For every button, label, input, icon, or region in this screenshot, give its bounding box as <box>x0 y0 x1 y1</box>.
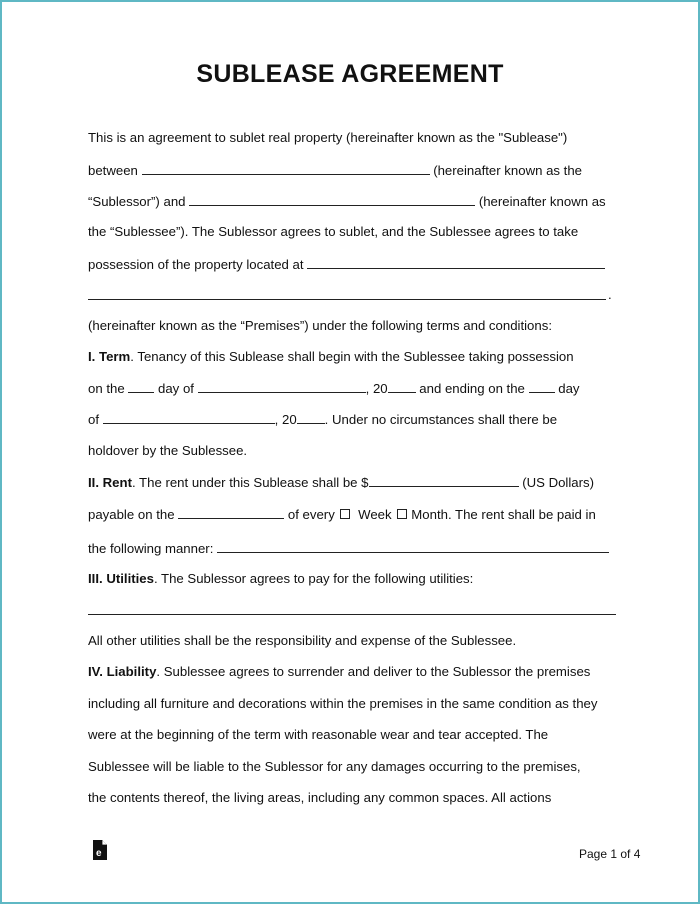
liability-line-3 <box>88 727 548 743</box>
intro-text-2a: between <box>88 163 138 178</box>
document-title: SUBLEASE AGREEMENT <box>196 60 504 88</box>
liability-line-1 <box>88 664 590 680</box>
term-text-3c: . Under no circumstances shall there be <box>324 412 558 427</box>
rent-heading: II. Rent <box>88 475 132 490</box>
end-day-field[interactable] <box>529 380 555 393</box>
term-text-1: . Tenancy of this Sublease shall begin with the Sublessee taking possession <box>130 349 574 364</box>
term-text-2c: , 20 <box>365 381 388 396</box>
month-label: Month <box>411 507 448 522</box>
rent-text-2b: of every <box>287 507 335 522</box>
start-year-field[interactable] <box>388 380 416 393</box>
rent-amount-field[interactable] <box>369 474 519 487</box>
intro-line-1 <box>88 130 567 146</box>
term-line-2 <box>88 380 580 397</box>
week-checkbox[interactable] <box>340 509 350 519</box>
liability-line-4 <box>88 759 581 775</box>
intro-text-3a: “Sublessor”) and <box>88 194 186 209</box>
term-text-4: holdover by the Sublessee. <box>88 443 248 458</box>
week-label: Week <box>358 507 392 522</box>
payment-manner-field[interactable] <box>217 540 609 553</box>
page-number: Page 1 of 4 <box>579 847 641 861</box>
start-day-field[interactable] <box>128 380 154 393</box>
end-month-field[interactable] <box>103 411 275 424</box>
rent-line-1 <box>88 474 594 491</box>
intro-line-2 <box>88 162 582 179</box>
liability-text-2: including all furniture and decorations within the premises in the same condition as they <box>88 696 598 711</box>
liability-text-4: Sublessee will be liable to the Sublessor for any damages occurring to the premises, <box>88 759 581 774</box>
utilities-heading: III. Utilities <box>88 571 154 586</box>
svg-text:e: e <box>96 848 102 859</box>
intro-text-3b: (hereinafter known as <box>478 194 606 209</box>
liability-text-5: the contents thereof, the living areas, including any common spaces. All actions <box>88 790 552 805</box>
intro-text-1: This is an agreement to sublet real property (hereinafter known as the "Sublease") <box>88 130 568 145</box>
intro-line-4 <box>88 224 578 240</box>
intro-line-3 <box>88 193 606 210</box>
term-heading: I. Term <box>88 349 131 364</box>
rent-text-1a: . The rent under this Sublease shall be $ <box>131 475 369 490</box>
intro-text-5a: possession of the property located at <box>88 257 304 272</box>
intro-line-5 <box>88 256 605 273</box>
rent-line-3 <box>88 540 609 557</box>
utilities-line-2 <box>88 633 516 649</box>
liability-text-1: . Sublessee agrees to surrender and deliver to the Sublessor the premises <box>156 664 591 679</box>
property-address-field-2[interactable] <box>88 299 606 300</box>
month-checkbox[interactable] <box>397 509 407 519</box>
utilities-list-field[interactable] <box>88 614 616 615</box>
sublessor-name-field[interactable] <box>142 162 430 175</box>
term-line-3 <box>88 411 557 428</box>
intro-line-6-end: . <box>608 287 612 302</box>
utilities-text-2: All other utilities shall be the responsibility and expense of the Sublessee. <box>88 633 517 648</box>
term-line-4 <box>88 443 247 459</box>
sublessee-name-field[interactable] <box>189 193 475 206</box>
utilities-line-1 <box>88 571 473 587</box>
rent-text-2c: . The rent shall be paid in <box>447 507 596 522</box>
rent-text-2a: payable on the <box>88 507 175 522</box>
term-text-2d: and ending on the <box>419 381 525 396</box>
intro-text-7: (hereinafter known as the “Premises”) under the following terms and conditions: <box>88 318 552 333</box>
rent-due-day-field[interactable] <box>178 506 284 519</box>
liability-heading: IV. Liability <box>88 664 157 679</box>
end-year-field[interactable] <box>297 411 325 424</box>
property-address-field[interactable] <box>307 256 605 269</box>
term-text-3b: , 20 <box>274 412 297 427</box>
liability-text-3: were at the beginning of the term with reasonable wear and tear accepted. The <box>88 727 549 742</box>
term-text-2e: day <box>558 381 580 396</box>
intro-text-2b: (hereinafter known as the <box>433 163 583 178</box>
term-text-2b: day of <box>158 381 194 396</box>
term-line-1 <box>88 349 574 365</box>
term-text-2a: on the <box>88 381 125 396</box>
intro-line-7 <box>88 318 552 334</box>
liability-line-2 <box>88 696 597 712</box>
rent-line-2 <box>88 506 596 523</box>
term-text-3a: of <box>88 412 99 427</box>
intro-text-4: the “Sublessee”). The Sublessor agrees to sublet, and the Sublessee agrees to take <box>88 224 579 239</box>
eforms-logo-icon <box>92 839 108 861</box>
liability-line-5 <box>88 790 551 806</box>
utilities-text-1: . The Sublessor agrees to pay for the following utilities: <box>153 571 474 586</box>
rent-text-3: the following manner: <box>88 541 214 556</box>
start-month-field[interactable] <box>198 380 366 393</box>
rent-text-1b: (US Dollars) <box>522 475 595 490</box>
